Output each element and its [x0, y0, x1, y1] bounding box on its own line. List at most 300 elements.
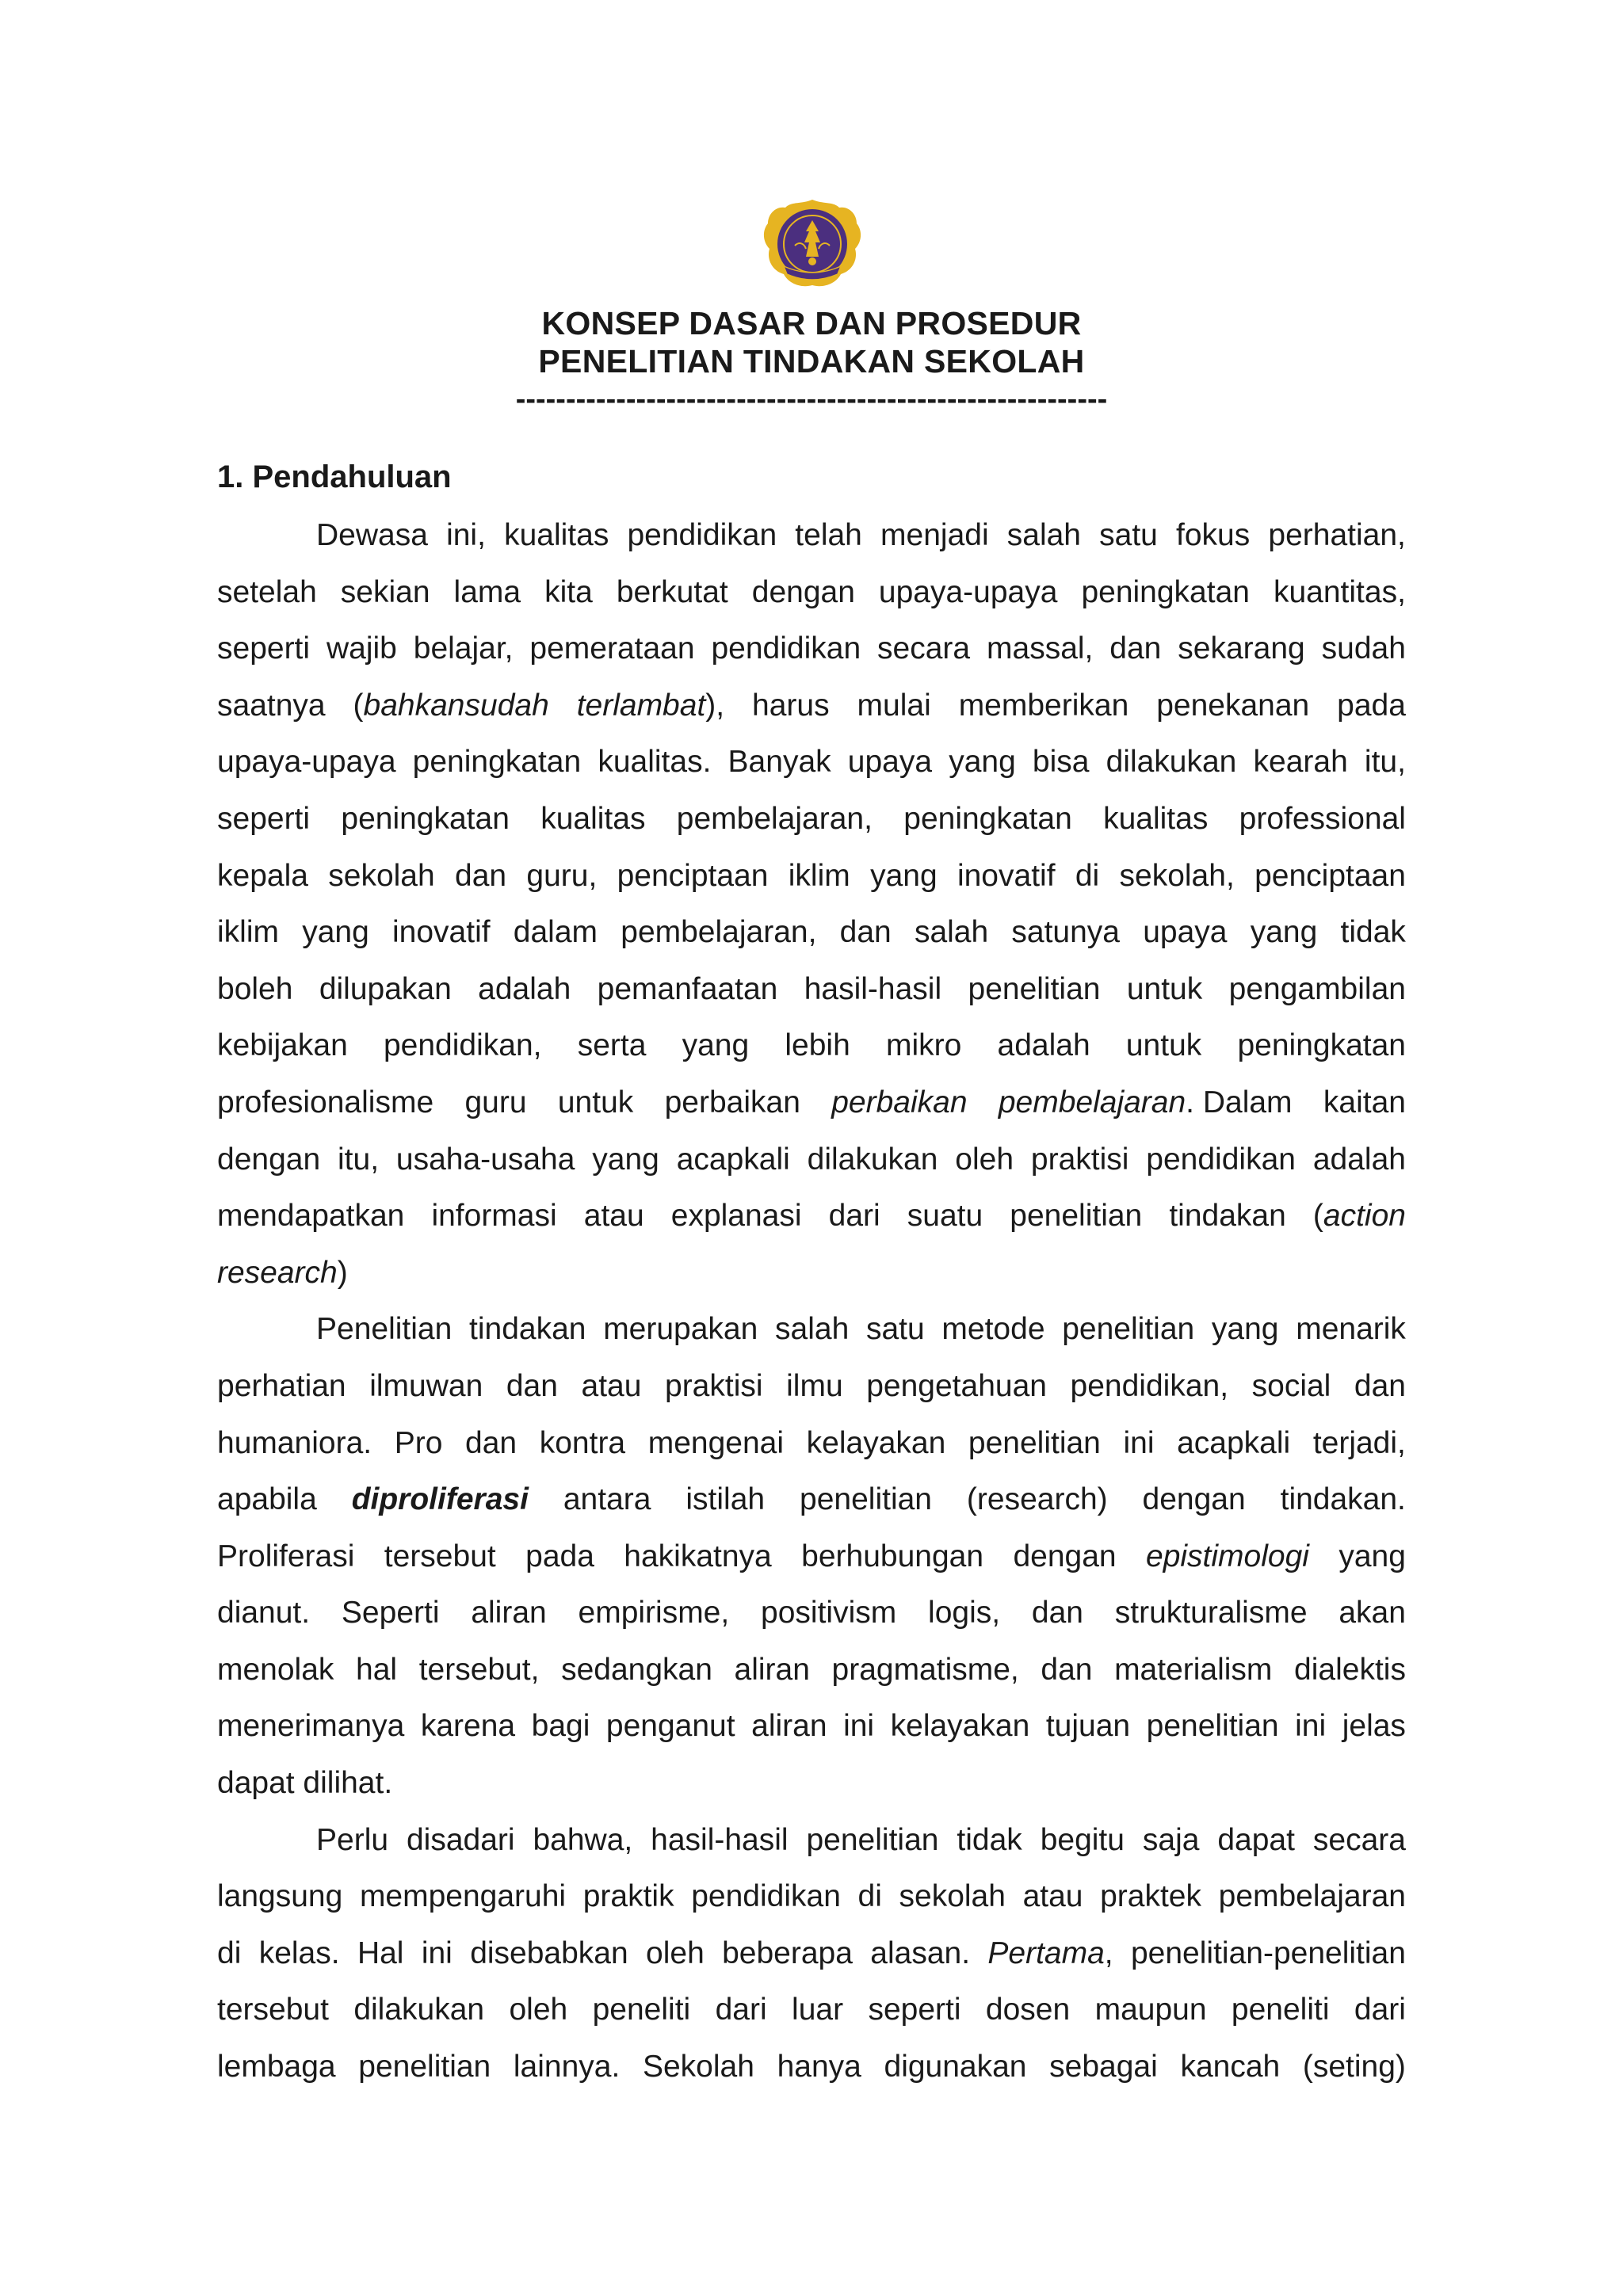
body-text-run: pada	[1337, 688, 1406, 723]
body-text-run: dapat	[1217, 1822, 1295, 1857]
body-word	[903, 791, 1072, 848]
body-word	[868, 1981, 960, 2039]
body-word	[752, 677, 830, 734]
body-text-run: peningkatan	[341, 801, 510, 836]
body-word	[1023, 1868, 1083, 1925]
body-word	[338, 1131, 379, 1188]
body-word	[514, 904, 598, 961]
body-text-run: dari	[1354, 1993, 1406, 2027]
body-word	[1146, 1528, 1309, 1585]
body-text-run: materialism	[1114, 1652, 1273, 1687]
body-text-run: peningkatan	[903, 801, 1072, 836]
body-text-run: untuk	[1126, 971, 1203, 1006]
body-word	[735, 1642, 810, 1699]
body-text-run: pemanfaatan	[597, 971, 778, 1006]
body-text-run: penganut	[605, 1709, 735, 1744]
body-word	[955, 1131, 1014, 1188]
body-text-run: dapat dilihat.	[217, 1766, 393, 1801]
body-text-run: kelas.	[258, 1936, 340, 1970]
body-word	[998, 1017, 1090, 1074]
body-word	[968, 1415, 1101, 1472]
body-word	[1114, 1642, 1272, 1699]
body-text-run: upaya-upaya	[878, 574, 1058, 609]
body-word	[1281, 1471, 1406, 1528]
body-word	[840, 904, 892, 961]
body-word	[1354, 1358, 1406, 1415]
body-text-run: mikro	[885, 1028, 962, 1063]
body-text-run: menarik	[1296, 1312, 1406, 1347]
body-word	[884, 2039, 1027, 2096]
body-word	[627, 507, 777, 564]
body-text-run: disebabkan	[470, 1936, 628, 1970]
body-line	[217, 734, 1406, 791]
body-word	[1252, 1358, 1331, 1415]
body-text-run: inovatif	[392, 915, 491, 950]
body-text-run: belajar,	[413, 631, 514, 666]
body-text-run: oleh	[955, 1142, 1014, 1177]
body-word	[886, 1017, 961, 1074]
body-text-run: .	[1186, 1085, 1195, 1119]
body-word	[384, 1017, 542, 1074]
body-word	[1296, 1301, 1406, 1358]
body-text-run: begitu	[1040, 1822, 1125, 1857]
body-word	[217, 1358, 346, 1415]
body-text-run: luar	[792, 1993, 844, 2027]
body-word	[866, 1358, 1047, 1415]
body-word	[968, 961, 1101, 1018]
body-word	[478, 961, 571, 1018]
body-word	[728, 734, 831, 791]
body-text-run: sedangkan	[561, 1652, 712, 1687]
body-text-run: secara	[1312, 1822, 1406, 1857]
body-word	[1143, 1812, 1200, 1869]
body-word	[1338, 1585, 1406, 1642]
body-text-run: tidak	[957, 1822, 1022, 1857]
body-text-run: ),	[705, 688, 725, 723]
body-text-run: penelitian	[358, 2050, 491, 2084]
body-word	[1274, 564, 1406, 621]
body-word	[1049, 2039, 1158, 2096]
body-word	[583, 1868, 674, 1925]
body-word	[328, 848, 434, 905]
body-word	[795, 507, 862, 564]
body-text-run: tindakan	[1169, 1199, 1286, 1234]
body-text-run: kearah	[1253, 745, 1348, 780]
body-text-run: dianut.	[217, 1596, 311, 1630]
body-word	[775, 1301, 849, 1358]
body-word	[1071, 1358, 1229, 1415]
body-word	[592, 1131, 659, 1188]
body-word	[407, 1812, 515, 1869]
body-text-run: iklim	[788, 858, 850, 893]
body-text-run: pendidikan	[691, 1879, 841, 1914]
body-text-run: tersebut,	[418, 1652, 540, 1687]
body-word	[617, 848, 769, 905]
body-text-run: Pro	[394, 1425, 443, 1460]
body-text-run: profesionalisme	[217, 1085, 434, 1119]
body-word	[217, 734, 396, 791]
body-text-run: Penelitian	[316, 1312, 453, 1347]
body-text-run: ,	[1104, 1936, 1113, 1970]
body-word	[454, 564, 521, 621]
body-text-run: ini,	[446, 518, 486, 552]
body-word	[722, 1925, 853, 1982]
body-word	[217, 1415, 372, 1472]
body-text-run: yang	[682, 1028, 750, 1063]
body-line	[217, 1642, 1406, 1699]
body-word	[1099, 507, 1158, 564]
body-text-run: dan	[1031, 1596, 1083, 1630]
body-word	[1031, 1131, 1129, 1188]
body-word	[217, 791, 310, 848]
body-word	[808, 1131, 938, 1188]
body-text-run: merupakan	[603, 1312, 758, 1347]
body-word	[421, 1698, 515, 1755]
body-word	[217, 848, 308, 905]
body-word	[899, 1868, 1006, 1925]
body-text-run: perhatian	[217, 1368, 346, 1403]
body-word	[1109, 620, 1161, 677]
body-text-run: penelitian	[968, 971, 1101, 1006]
body-text-run: hanya	[777, 2050, 861, 2084]
body-word	[677, 791, 873, 848]
body-word	[665, 1358, 763, 1415]
body-word	[957, 848, 1056, 905]
body-text-run: tindakan	[469, 1312, 586, 1347]
body-word	[1033, 734, 1090, 791]
body-word	[360, 1868, 566, 1925]
body-word	[1219, 1868, 1406, 1925]
body-text-run: kuantitas,	[1273, 574, 1406, 609]
body-word	[217, 620, 310, 677]
body-line	[217, 564, 1406, 621]
body-word	[1323, 1074, 1406, 1131]
body-text-run: penelitian	[806, 1822, 939, 1857]
body-text-run: dengan	[217, 1142, 321, 1177]
body-word	[1013, 1528, 1116, 1585]
body-word	[643, 2039, 754, 2096]
body-line	[217, 1528, 1406, 1585]
body-word	[341, 564, 430, 621]
body-text-run: informasi	[431, 1199, 557, 1234]
body-text-run: pragmatisme,	[831, 1652, 1019, 1687]
body-text-run: pendidikan,	[1070, 1368, 1229, 1403]
body-word	[1095, 1981, 1207, 2039]
body-text-run: social	[1251, 1368, 1331, 1403]
body-text-run: fokus	[1176, 518, 1251, 552]
body-text-run: adalah	[1312, 1142, 1406, 1177]
body-text-run: alasan.	[870, 1936, 971, 1970]
body-text-run: maupun	[1094, 1993, 1207, 2027]
body-text-run: penciptaan	[617, 858, 769, 893]
body-text-run: seperti	[217, 631, 311, 666]
body-text-run: satunya	[1011, 915, 1120, 950]
body-word	[561, 1642, 712, 1699]
body-text-run: pendidikan	[711, 631, 861, 666]
body-word	[217, 1188, 404, 1245]
body-text-run: aliran	[751, 1709, 827, 1744]
body-text-run: penelitian	[1146, 1709, 1279, 1744]
body-word	[259, 1925, 340, 1982]
body-text-run: satu	[1099, 518, 1158, 552]
body-word	[217, 1074, 433, 1131]
body-text-run: lembaga	[217, 2050, 336, 2084]
body-word	[711, 620, 861, 677]
body-text-run: diproliferasi	[351, 1482, 529, 1517]
body-text-run: (	[1312, 1199, 1323, 1234]
body-word	[465, 1415, 517, 1472]
body-word	[829, 1188, 880, 1245]
body-text-run: berhubungan	[801, 1539, 984, 1573]
body-text-run: serta	[577, 1028, 647, 1063]
body-word	[648, 1415, 784, 1472]
body-word	[392, 904, 491, 961]
body-text-run: Banyak	[727, 745, 831, 780]
body-word	[1146, 1131, 1296, 1188]
body-word	[1217, 1812, 1295, 1869]
body-text-run: praktik	[582, 1879, 674, 1914]
body-text-run: pembelajaran,	[676, 801, 873, 836]
body-word	[807, 1415, 946, 1472]
body-text-run: kelayakan	[806, 1425, 946, 1460]
body-word	[685, 1471, 765, 1528]
body-text-run: Dalam	[1194, 1085, 1293, 1119]
body-word	[987, 1925, 1113, 1982]
body-line	[217, 1812, 1406, 1869]
body-text-run: perhatian,	[1268, 518, 1406, 552]
body-word	[533, 1812, 632, 1869]
body-line	[217, 1074, 1406, 1131]
body-word	[986, 1981, 1070, 2039]
body-word	[504, 507, 609, 564]
body-text-run: guru,	[526, 858, 598, 893]
body-word	[1131, 1925, 1406, 1982]
title-divider: -----------------------------------------------------------	[515, 383, 1108, 416]
body-text-run: acapkali	[1177, 1425, 1291, 1460]
body-text-run: kualitas	[1103, 801, 1209, 836]
body-word	[804, 961, 941, 1018]
body-word	[1254, 734, 1348, 791]
body-text-run: menerimanya	[217, 1709, 405, 1744]
body-text-run: dari	[828, 1199, 880, 1234]
body-text-run: ilmu	[786, 1368, 843, 1403]
document-title-line-2: PENELITIAN TINDAKAN SEKOLAH	[538, 343, 1085, 379]
body-text-run: sebagai	[1049, 2050, 1158, 2084]
body-text-run: yang	[302, 915, 369, 950]
body-text-run: salah	[914, 915, 989, 950]
body-word	[617, 564, 728, 621]
body-word	[1081, 564, 1250, 621]
body-word	[1251, 904, 1318, 961]
body-text-run: sudah	[1321, 631, 1406, 666]
body-word	[1313, 1415, 1406, 1472]
body-word	[469, 1301, 586, 1358]
body-text-run: langsung	[217, 1879, 343, 1914]
body-word	[1354, 1981, 1406, 2039]
body-word	[792, 1981, 843, 2039]
body-text-run: pendidikan,	[383, 1028, 542, 1063]
body-text-run: suatu	[907, 1199, 983, 1234]
body-word	[446, 507, 486, 564]
body-word	[558, 1074, 633, 1131]
body-text-run: dilupakan	[319, 971, 452, 1006]
body-text-run: apabila	[217, 1482, 317, 1517]
body-text-run: pembelajaran,	[621, 915, 817, 950]
body-text-run: praktisi	[665, 1368, 763, 1403]
body-text-run: inovatif	[957, 858, 1056, 893]
body-text-run: ini	[1295, 1709, 1327, 1744]
body-word	[1177, 1415, 1290, 1472]
body-text-run: Pertama	[987, 1936, 1105, 1970]
body-word	[540, 791, 645, 848]
body-text-run: peningkatan	[1081, 574, 1250, 609]
body-text-run: perbaikan	[664, 1085, 800, 1119]
body-text-run: aliran	[471, 1596, 547, 1630]
body-text-run: dan	[465, 1425, 517, 1460]
body-line	[217, 1131, 1406, 1188]
body-word	[785, 1017, 850, 1074]
body-word	[858, 1868, 882, 1925]
body-text-run: disadari	[406, 1822, 515, 1857]
body-word	[777, 2039, 861, 2096]
body-word	[761, 1585, 896, 1642]
body-word	[217, 677, 326, 734]
body-word	[1313, 1131, 1406, 1188]
body-line	[217, 1585, 1406, 1642]
body-word	[471, 1585, 546, 1642]
body-text-run: dan	[455, 858, 507, 893]
body-text-run: untuk	[557, 1085, 634, 1119]
body-text-run: dari	[715, 1993, 767, 2027]
body-text-run: yang	[1211, 1312, 1279, 1347]
body-text-run: tersebut	[217, 1993, 329, 2027]
body-word	[217, 1981, 329, 2039]
body-text-run: tersebut	[384, 1539, 496, 1573]
body-line	[217, 620, 1406, 677]
body-line	[217, 1981, 1406, 2039]
body-text-run: mulai	[857, 688, 931, 723]
body-text-run: perbaikan	[831, 1085, 968, 1119]
body-text-run: karena	[420, 1709, 516, 1744]
body-text-run: mendapatkan	[217, 1199, 405, 1234]
body-text-run: sekian	[340, 574, 430, 609]
body-text-run: terjadi,	[1312, 1425, 1406, 1460]
body-word	[621, 904, 816, 961]
body-line	[217, 1471, 1406, 1528]
body-word	[319, 961, 452, 1018]
body-word	[691, 1868, 841, 1925]
body-word	[801, 1528, 983, 1585]
body-word	[578, 1017, 647, 1074]
body-text-run: adalah	[997, 1028, 1090, 1063]
body-text-run: bagi	[531, 1709, 590, 1744]
body-word	[870, 1925, 970, 1982]
body-text-run: setelah	[217, 574, 317, 609]
body-word	[646, 1925, 705, 1982]
body-text-run: dilakukan	[807, 1142, 938, 1177]
body-word	[831, 1074, 967, 1131]
body-text-run: )	[337, 1255, 348, 1290]
body-text-run: di	[217, 1936, 242, 1970]
body-word	[579, 1585, 730, 1642]
body-text-run: boleh	[217, 971, 293, 1006]
body-word	[356, 1642, 397, 1699]
body-line	[217, 1017, 1406, 1074]
body-text-run: dengan	[1013, 1539, 1117, 1573]
body-word	[419, 1642, 540, 1699]
body-text-run: dan	[839, 915, 892, 950]
body-text-run: penelitian	[968, 1425, 1101, 1460]
body-text-run: upaya	[847, 745, 933, 780]
body-text-run: penekanan	[1156, 688, 1310, 723]
body-word	[1123, 1415, 1154, 1472]
body-text-run: upaya	[1143, 915, 1228, 950]
document-title-line-1: KONSEP DASAR DAN PROSEDUR	[541, 305, 1082, 341]
body-text-run: bahwa,	[533, 1822, 633, 1857]
body-text-run: empirisme,	[578, 1596, 730, 1630]
body-word	[941, 1301, 1044, 1358]
body-word	[358, 2039, 491, 2096]
body-word	[665, 1074, 800, 1131]
body-word	[525, 1528, 594, 1585]
body-text-run: ini	[421, 1936, 453, 1970]
body-text-run: dialektis	[1294, 1652, 1406, 1687]
body-word	[1313, 1812, 1406, 1869]
body-text-run: penelitian	[800, 1482, 932, 1517]
body-text-run: upaya-upaya	[217, 745, 396, 780]
body-text-run: antara	[563, 1482, 651, 1517]
body-text-run: oleh	[509, 1993, 568, 2027]
body-word	[563, 1471, 651, 1528]
body-word	[1365, 734, 1406, 791]
body-word	[949, 734, 1016, 791]
body-word	[414, 620, 514, 677]
body-text-run: Seperti	[341, 1596, 440, 1630]
body-word	[999, 1074, 1293, 1131]
body-text-run: atau	[583, 1199, 644, 1234]
body-word	[959, 677, 1129, 734]
body-text-run: di	[857, 1879, 882, 1914]
body-text-run: pendidikan	[1146, 1142, 1296, 1177]
body-text-run: peneliti	[1231, 1993, 1330, 2027]
body-text-run: secara	[877, 631, 971, 666]
body-word	[832, 1642, 1019, 1699]
body-word	[217, 1925, 241, 1982]
body-text-run: penciptaan	[1254, 858, 1406, 893]
body-word	[217, 1017, 348, 1074]
body-word	[1120, 848, 1235, 905]
body-word	[752, 564, 855, 621]
body-text-run: usaha-usaha	[395, 1142, 575, 1177]
body-word	[907, 1188, 983, 1245]
body-word	[1010, 1188, 1142, 1245]
body-text-run: tindakan.	[1280, 1482, 1406, 1517]
body-text-run: kelayakan	[890, 1709, 1030, 1744]
body-word	[870, 848, 938, 905]
body-word	[1169, 1188, 1285, 1245]
body-text-run: bisa	[1032, 745, 1090, 780]
body-word	[1062, 1301, 1194, 1358]
body-text-run: Hal	[357, 1936, 404, 1970]
body-text-run: guru	[464, 1085, 527, 1119]
body-word	[1075, 848, 1099, 905]
body-text-run: untuk	[1125, 1028, 1202, 1063]
body-text-run: kualitas.	[598, 745, 712, 780]
body-word	[341, 791, 510, 848]
body-line	[217, 1415, 1406, 1472]
body-word	[217, 904, 279, 961]
body-word	[395, 1415, 443, 1472]
